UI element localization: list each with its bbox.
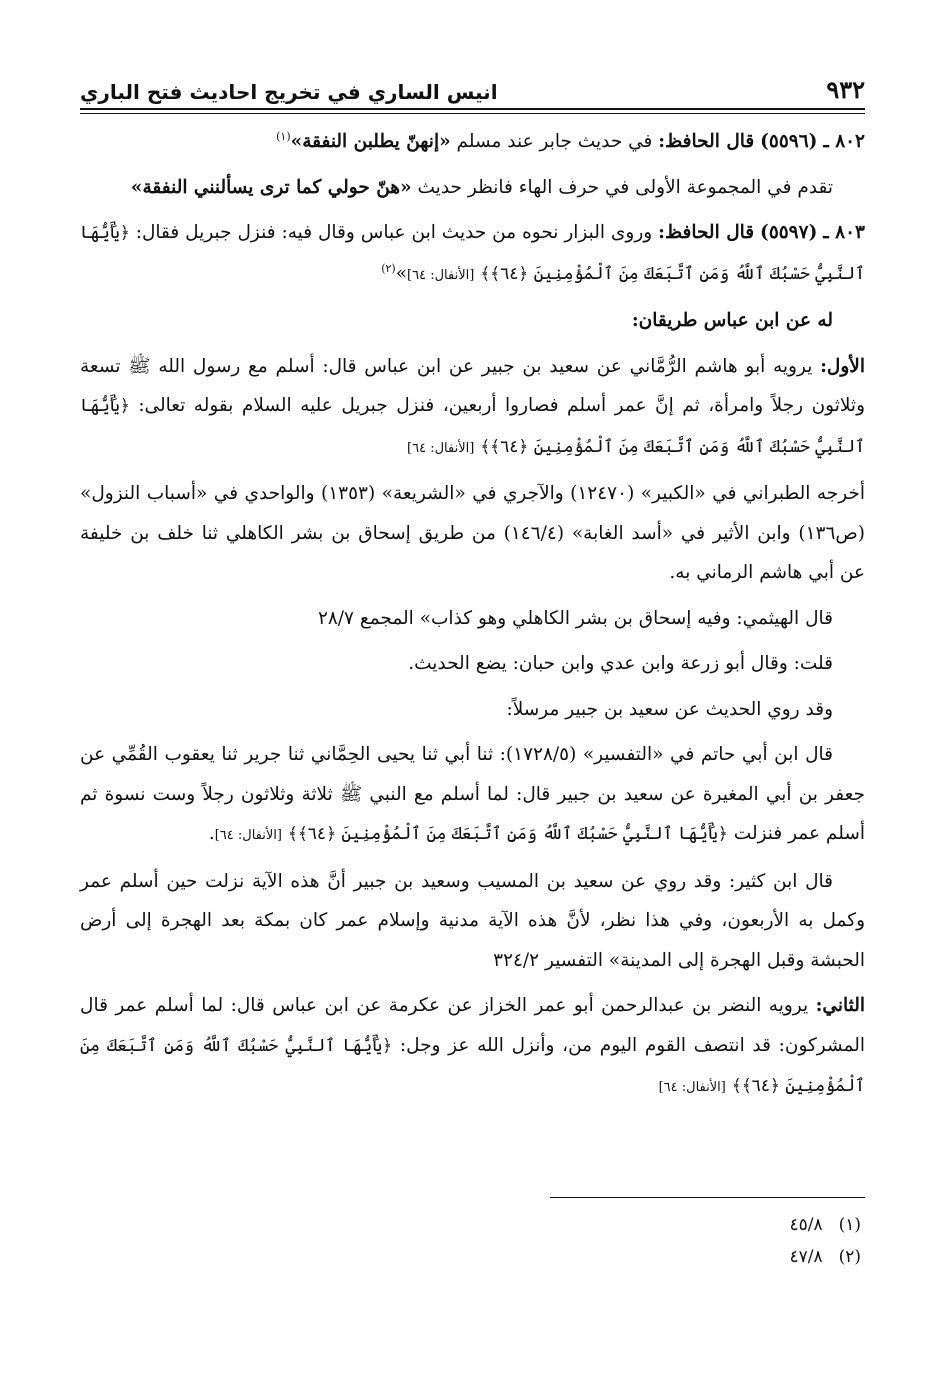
hadith-code: (٥٥٩٦) [760,131,818,152]
turuq-heading: له عن ابن عباس طريقان: [631,310,833,331]
verse-ref: [الأنفال: ٦٤] [407,267,475,283]
footnote-item [80,1241,861,1273]
hadith-text: وروى البزار نحوه من حديث ابن عباس وقال فيه: فنزل جبريل فقال: [135,222,653,243]
comment-text: تقدم في المجموعة الأولى في حرف الهاء فانظر حديث [417,176,833,198]
quran-verse: ﴿يَٰأَيُّهَا ٱلنَّبِيُّ حَسْبُكَ ٱللَّهُ وَمَنِ ٱتَّبَعَكَ مِنَ ٱلْمُؤْمِنِينَ ﴿٦٤﴾﴾ [80,1035,865,1096]
quote-close: » [395,262,408,284]
hafiz-label: قال الحافظ: [658,222,755,243]
main-text [80,122,865,1114]
footnote-ref: (٢) [381,261,396,275]
quran-verse: ﴿يَٰأَيُّهَا ٱلنَّبِيُّ حَسْبُكَ ٱللَّهُ وَمَنِ ٱتَّبَعَكَ مِنَ ٱلْمُؤْمِنِينَ ﴿٦٤﴾﴾ [80,396,865,457]
period: . [208,823,215,844]
ibn-abi-hatim-paragraph [80,735,865,856]
running-title: انيس الساري في تخريج احاديث فتح الباري [80,80,498,104]
hadith-text: في حديث جابر عند مسلم [456,131,653,152]
paragraph-text: قال ابن أبي حاتم في «التفسير» (١٧٢٨/٥): ثنا أبي ثنا يحيى الحِمَّاني ثنا جرير ثنا يعقوب القُمِّي عن جعفر بن أبي المغيرة عن سعيد بن جبير قال: لما أسلم مع النبي ﷺ ثلاثة وثلاثون رجلاً وست نسوة ثم أسلم عمر فنزلت [80,744,865,844]
verse-ref: [الأنفال: ٦٤] [407,440,475,456]
mursal-paragraph: وقد روي الحديث عن سعيد بن جبير مرسلاً: [506,698,833,720]
route-label: الثاني: [815,995,865,1016]
route-text: يرويه أبو هاشم الرُّمَّاني عن سعيد بن جبير عن ابن عباس قال: أسلم مع رسول الله ﷺ تسعة وثلاثون رجلاً وامرأة، ثم إنَّ عمر أسلم فصاروا أربعين، فنزل جبريل عليه السلام بقوله تعالى: [80,355,865,416]
footnote-item [80,1209,861,1241]
comment-quote: «هنّ حولي كما ترى يسألنني النفقة» [130,176,412,198]
footnotes [80,1209,861,1273]
hadith-802-comment [80,168,865,208]
footnote-ref: (١) [276,129,291,143]
hadith-number: ٨٠٣ ـ [823,222,865,243]
footnote-number: (٢) [838,1247,861,1267]
page-header [80,62,865,110]
hadith-quote: «إنهنّ يطلبن النفقة» [290,131,451,152]
hafiz-label: قال الحافظ: [658,131,755,152]
haythami-paragraph: قال الهيثمي: وفيه إسحاق بن بشر الكاهلي وهو كذاب» المجمع ٢٨/٧ [317,607,833,629]
qultu-paragraph: قلت: وقال أبو زرعة وابن عدي وابن حبان: يضع الحديث. [408,653,833,674]
hadith-802 [80,122,865,162]
hadith-code: (٥٥٩٧) [760,222,818,243]
footnote-number: (١) [838,1215,861,1235]
page-number: ٩٣٢ [826,75,865,104]
ibn-kathir-paragraph: قال ابن كثير: وقد روي عن سعيد بن المسيب وسعيد بن جبير أنَّ هذه الآية نزلت حين أسلم عمر وكمل به الأربعون، وفي هذا نظر، لأنَّ هذه الآية مدنية وإسلام عمر كان بمكة بعد الهجرة إلى أرض الحبشة وقبل الهجرة إلى المدينة» التفسير ٣٢٤/٢ [80,870,865,971]
quran-verse: ﴿يَٰأَيُّهَا ٱلنَّبِيُّ حَسْبُكَ ٱللَّهُ وَمَنِ ٱتَّبَعَكَ مِنَ ٱلْمُؤْمِنِينَ ﴿٦٤﴾﴾ [287,824,728,844]
verse-ref: [الأنفال: ٦٤] [658,1080,726,1095]
second-route [80,986,865,1108]
quran-verse: ﴿يَٰأَيُّهَا ٱلنَّبِيُّ حَسْبُكَ ٱللَّهُ وَمَنِ ٱتَّبَعَكَ مِنَ ٱلْمُؤْمِنِينَ ﴿٦٤﴾﴾ [80,223,865,284]
footnote-text: ٤٧/٨ [789,1247,823,1267]
takhrij-paragraph: أخرجه الطبراني في «الكبير» (١٢٤٧٠) والآجري في «الشريعة» (١٣٥٣) والواحدي في «أسباب النزول» (ص١٣٦) وابن الأثير في «أسد الغابة» (١٤٦/٤) من طريق إسحاق بن بشر الكاهلي ثنا خلف بن خليفة عن أبي هاشم الرماني به. [80,483,865,583]
first-route [80,347,865,469]
header-rule-thin [80,113,865,114]
verse-ref: [الأنفال: ٦٤] [214,828,282,843]
hadith-number: ٨٠٢ ـ [823,131,865,152]
route-label: الأول: [820,355,865,377]
hadith-803 [80,213,865,295]
footnote-text: ٤٥/٨ [789,1215,823,1235]
route-text: يرويه النضر بن عبدالرحمن أبو عمر الخزاز عن عكرمة عن ابن عباس قال: لما أسلم عمر قال المشركون: قد انتصف القوم اليوم من، وأنزل الله عز وجل: [80,995,865,1056]
footnote-divider [550,1197,865,1198]
header-rule [80,108,865,110]
